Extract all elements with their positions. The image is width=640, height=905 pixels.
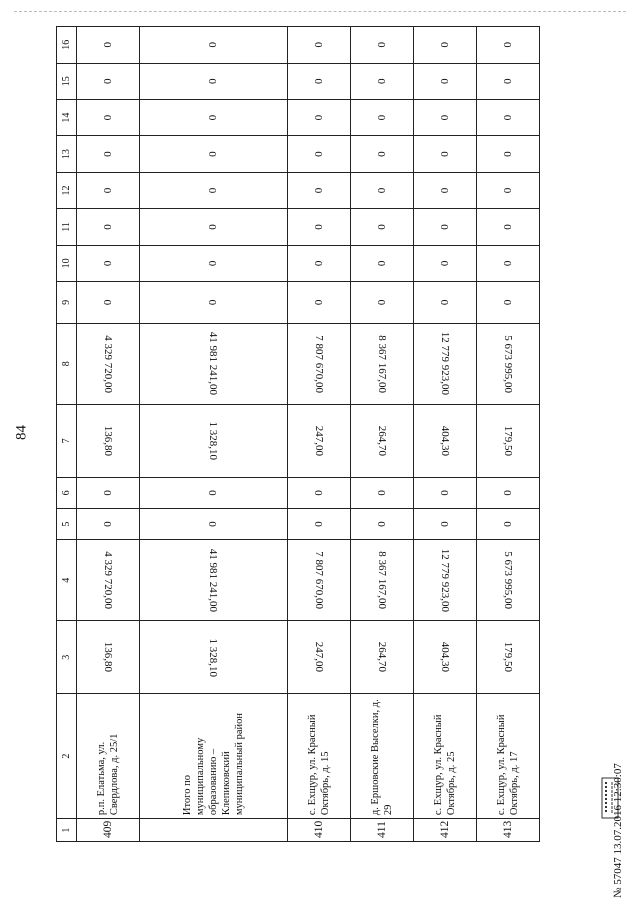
cell-c15-text: 0 (102, 78, 115, 84)
cell-c8 (413, 323, 476, 404)
cell-c9-text: 0 (501, 299, 514, 306)
cell-c16-text: 0 (207, 42, 220, 48)
cell-c14 (140, 99, 288, 135)
cell-c11-text: 0 (375, 224, 388, 230)
cell-c8-text: 7 807 670,00 (312, 334, 325, 393)
cell-c11 (350, 209, 413, 245)
cell-c5 (77, 508, 140, 539)
cell-c13 (350, 136, 413, 172)
cell-c7-text: 1 328,10 (207, 421, 220, 461)
row-id-text: 411 (375, 821, 388, 838)
cell-c16 (287, 27, 350, 64)
cell-c10-text: 0 (375, 260, 388, 267)
row-address-text: с. Ехщур, ул. Красный Октябрь, д. 17 (495, 714, 520, 816)
col-header: 15 (57, 63, 77, 99)
cell-c4 (287, 540, 350, 621)
cell-c9 (77, 282, 140, 324)
cell-c5-text: 0 (375, 521, 388, 527)
cell-c13 (140, 136, 288, 172)
cell-c7 (476, 404, 539, 477)
col-header: 9 (57, 282, 77, 324)
cell-c9-text: 0 (207, 299, 220, 306)
row-id-text: 409 (102, 820, 115, 838)
row-address (476, 694, 539, 819)
cell-c5 (350, 508, 413, 539)
table-row (413, 27, 476, 842)
table-row (287, 27, 350, 842)
col-header: 13 (57, 136, 77, 172)
footer-text: № 57047 13.07.2016 12:30:07 (612, 763, 624, 898)
cell-c4-text: 5 673 995,00 (501, 551, 514, 610)
cell-c16 (413, 27, 476, 64)
cell-c8-text: 8 367 167,00 (375, 334, 388, 393)
row-id-text: 413 (501, 820, 514, 838)
cell-c11 (476, 209, 539, 245)
row-address-text: р.п. Елатьма, ул. Свердлова, д. 25/1 (96, 733, 121, 816)
cell-c15-text: 0 (312, 78, 325, 84)
cell-c7 (350, 404, 413, 477)
cell-c5 (476, 508, 539, 539)
cell-c7-text: 136,80 (102, 425, 115, 456)
row-id (476, 819, 539, 842)
col-header: 16 (57, 27, 77, 64)
row-id (140, 819, 288, 842)
cell-c8-text: 12 779 923,00 (438, 332, 451, 396)
cell-c3-text: 264,70 (375, 642, 388, 673)
col-header: 2 (57, 694, 77, 819)
cell-c15 (140, 63, 288, 99)
cell-c11-text: 0 (501, 224, 514, 230)
rotated-table-container (56, 26, 540, 842)
col-header: 8 (57, 323, 77, 404)
col-header: 1 (57, 819, 77, 842)
cell-c6-text: 0 (501, 490, 514, 496)
cell-c3-text: 404,30 (438, 642, 451, 673)
cell-c14 (413, 99, 476, 135)
cell-c15-text: 0 (207, 78, 220, 84)
cell-c13 (287, 136, 350, 172)
row-id (77, 819, 140, 842)
cell-c7-text: 247,00 (312, 425, 325, 456)
row-address (287, 694, 350, 819)
col-header: 10 (57, 245, 77, 281)
cell-c8-text: 41 981 241,00 (207, 332, 220, 396)
cell-c11-text: 0 (312, 224, 325, 230)
cell-c10 (287, 245, 350, 281)
cell-c3 (287, 621, 350, 694)
cell-c9-text: 0 (102, 299, 115, 306)
cell-c8 (350, 323, 413, 404)
cell-c14-text: 0 (102, 114, 115, 121)
cell-c11-text: 0 (102, 224, 115, 230)
cell-c12 (287, 172, 350, 208)
cell-c12 (413, 172, 476, 208)
table-row (140, 27, 288, 842)
cell-c16-text: 0 (312, 42, 325, 48)
cell-c16 (476, 27, 539, 64)
cell-c3 (476, 621, 539, 694)
cell-c10-text: 0 (207, 260, 220, 267)
cell-c3 (77, 621, 140, 694)
col-header: 12 (57, 172, 77, 208)
cell-c6 (77, 477, 140, 508)
cell-c13-text: 0 (501, 151, 514, 157)
cell-c6-text: 0 (312, 490, 325, 496)
cell-c8-text: 5 673 995,00 (501, 334, 514, 393)
cell-c10-text: 0 (438, 260, 451, 267)
cell-c4-text: 12 779 923,00 (438, 548, 451, 612)
cell-c11 (413, 209, 476, 245)
cell-c3-text: 179,50 (501, 642, 514, 673)
cell-c13-text: 0 (438, 151, 451, 157)
cell-c13 (77, 136, 140, 172)
cell-c13-text: 0 (312, 151, 325, 157)
cell-c13-text: 0 (375, 151, 388, 157)
cell-c14-text: 0 (501, 114, 514, 121)
cell-c15 (476, 63, 539, 99)
row-address (140, 694, 288, 819)
cell-c6-text: 0 (375, 490, 388, 496)
cell-c13-text: 0 (207, 151, 220, 157)
cell-c9 (350, 282, 413, 324)
table-row (476, 27, 539, 842)
cell-c10 (413, 245, 476, 281)
row-address (350, 694, 413, 819)
cell-c9 (413, 282, 476, 324)
cell-c4-text: 41 981 241,00 (207, 548, 220, 612)
cell-c16-text: 0 (375, 42, 388, 48)
row-id (287, 819, 350, 842)
cell-c14-text: 0 (438, 114, 451, 121)
row-id (413, 819, 476, 842)
cell-c16 (140, 27, 288, 64)
cell-c5-text: 0 (102, 521, 115, 527)
cell-c11 (140, 209, 288, 245)
cell-c16-text: 0 (438, 42, 451, 48)
cell-c12 (140, 172, 288, 208)
cell-c6-text: 0 (438, 490, 451, 496)
cell-c4 (413, 540, 476, 621)
cell-c8 (287, 323, 350, 404)
cell-c7 (77, 404, 140, 477)
cell-c12-text: 0 (438, 187, 451, 194)
cell-c7-text: 404,30 (438, 425, 451, 456)
cell-c3-text: 136,80 (102, 642, 115, 673)
cell-c14-text: 0 (375, 114, 388, 121)
cell-c6-text: 0 (207, 490, 220, 496)
cell-c12-text: 0 (102, 187, 115, 194)
cell-c12-text: 0 (312, 187, 325, 194)
cell-c14 (476, 99, 539, 135)
table-frame (56, 26, 540, 842)
cell-c13 (413, 136, 476, 172)
cell-c14 (77, 99, 140, 135)
cell-c15 (287, 63, 350, 99)
row-id-text: 412 (438, 820, 451, 838)
cell-c15 (350, 63, 413, 99)
cell-c10 (350, 245, 413, 281)
cell-c6 (476, 477, 539, 508)
cell-c10-text: 0 (102, 260, 115, 267)
cell-c12 (476, 172, 539, 208)
col-header: 3 (57, 621, 77, 694)
cell-c5 (413, 508, 476, 539)
cell-c12-text: 0 (375, 187, 388, 194)
cell-c4 (77, 540, 140, 621)
cell-c4-text: 8 367 167,00 (375, 551, 388, 610)
cell-c15-text: 0 (501, 78, 514, 84)
cell-c8 (140, 323, 288, 404)
cell-c14 (287, 99, 350, 135)
page-number: 84 (13, 425, 30, 440)
cell-c9 (140, 282, 288, 324)
data-table (56, 26, 540, 842)
cell-c7-text: 179,50 (501, 425, 514, 456)
cell-c16-text: 0 (501, 42, 514, 48)
cell-c4-text: 7 807 670,00 (312, 551, 325, 610)
col-header: 7 (57, 404, 77, 477)
cell-c15-text: 0 (438, 78, 451, 84)
cell-c9-text: 0 (312, 299, 325, 306)
cell-c11-text: 0 (207, 224, 220, 230)
cell-c13 (476, 136, 539, 172)
top-rule (14, 11, 626, 12)
table-body (77, 27, 540, 842)
cell-c4 (476, 540, 539, 621)
cell-c9 (287, 282, 350, 324)
cell-c10-text: 0 (312, 260, 325, 267)
cell-c11 (77, 209, 140, 245)
row-address-text: д. Ершовские Выселки, д. 29 (369, 699, 394, 816)
cell-c3-text: 247,00 (312, 642, 325, 673)
cell-c4-text: 4 329 720,00 (102, 551, 115, 610)
cell-c15 (77, 63, 140, 99)
cell-c13-text: 0 (102, 151, 115, 157)
row-id (350, 819, 413, 842)
col-header: 4 (57, 540, 77, 621)
cell-c5 (140, 508, 288, 539)
cell-c14 (350, 99, 413, 135)
cell-c12-text: 0 (207, 187, 220, 194)
cell-c3 (140, 621, 288, 694)
cell-c10 (476, 245, 539, 281)
cell-c10 (140, 245, 288, 281)
table-row (77, 27, 140, 842)
cell-c14-text: 0 (207, 114, 220, 121)
table-row (350, 27, 413, 842)
cell-c6-text: 0 (102, 490, 115, 496)
col-header: 5 (57, 508, 77, 539)
cell-c9-text: 0 (375, 299, 388, 306)
cell-c12 (350, 172, 413, 208)
cell-c9 (476, 282, 539, 324)
cell-c7-text: 264,70 (375, 425, 388, 456)
cell-c7 (287, 404, 350, 477)
cell-c15-text: 0 (375, 78, 388, 84)
cell-c8-text: 4 329 720,00 (102, 334, 115, 393)
cell-c5-text: 0 (312, 521, 325, 527)
cell-c6 (140, 477, 288, 508)
cell-c16-text: 0 (102, 42, 115, 48)
cell-c8 (77, 323, 140, 404)
cell-c4 (350, 540, 413, 621)
cell-c10 (77, 245, 140, 281)
cell-c14-text: 0 (312, 114, 325, 121)
cell-c8 (476, 323, 539, 404)
cell-c6 (350, 477, 413, 508)
row-address (77, 694, 140, 819)
cell-c5 (287, 508, 350, 539)
cell-c3-text: 1 328,10 (207, 638, 220, 677)
row-address (413, 694, 476, 819)
row-address-text: с. Ехщур, ул. Красный Октябрь, д. 15 (306, 714, 331, 816)
cell-c9-text: 0 (438, 299, 451, 306)
cell-c5-text: 0 (438, 521, 451, 527)
cell-c16 (350, 27, 413, 64)
cell-c7 (140, 404, 288, 477)
row-id-text: 410 (312, 820, 325, 838)
cell-c3 (413, 621, 476, 694)
cell-c6 (413, 477, 476, 508)
cell-c6 (287, 477, 350, 508)
col-header: 6 (57, 477, 77, 508)
cell-c12-text: 0 (501, 187, 514, 194)
cell-c11-text: 0 (438, 224, 451, 230)
cell-c4 (140, 540, 288, 621)
cell-c16 (77, 27, 140, 64)
row-address-text: с. Ехщур, ул. Красный Октябрь, д. 25 (432, 714, 457, 816)
cell-c7 (413, 404, 476, 477)
cell-c12 (77, 172, 140, 208)
row-address-text: Итого по муниципальному образованию – Клепиковский муниципальный район (181, 713, 245, 816)
cell-c10-text: 0 (501, 260, 514, 267)
cell-c5-text: 0 (501, 521, 514, 527)
cell-c5-text: 0 (207, 521, 220, 527)
cell-c11 (287, 209, 350, 245)
cell-c3 (350, 621, 413, 694)
col-header: 14 (57, 99, 77, 135)
cell-c15 (413, 63, 476, 99)
col-header: 11 (57, 209, 77, 245)
header-row (57, 27, 77, 842)
